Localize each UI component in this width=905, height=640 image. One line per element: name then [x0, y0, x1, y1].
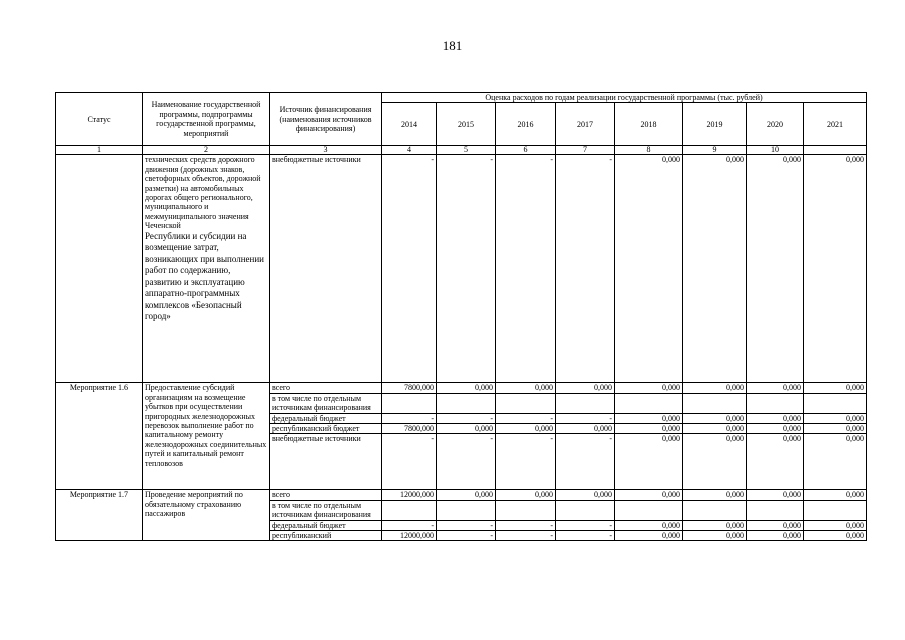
value-cell: 0,000: [556, 383, 615, 393]
column-number-row: [56, 146, 867, 155]
column-number: 1: [56, 146, 143, 155]
value-cell: [556, 500, 615, 520]
value-cell: -: [556, 520, 615, 530]
event-name-cell: Предоставление субсидий организациям на возмещение убытков при осуществлении пригородных железнодорожных перевозок выполнение работ по капитальному ремонту железнодорожных соединительных путей и капитальный ремонт тепловозов: [143, 383, 270, 490]
year-header: 2014: [382, 103, 437, 146]
source-cell: внебюджетные источники: [270, 434, 382, 490]
source-cell: в том числе по отдельным источникам финансирования: [270, 500, 382, 520]
value-cell: [683, 500, 747, 520]
value-cell: 0,000: [615, 155, 683, 383]
value-cell: -: [437, 434, 496, 490]
value-cell: 0,000: [747, 383, 804, 393]
value-cell: 0,000: [683, 155, 747, 383]
value-cell: 0,000: [683, 424, 747, 434]
year-header: 2020: [747, 103, 804, 146]
year-header: 2015: [437, 103, 496, 146]
budget-table: [55, 92, 867, 541]
value-cell: [804, 393, 867, 413]
source-cell: федеральный бюджет: [270, 413, 382, 423]
table-row: [56, 155, 867, 383]
value-cell: 0,000: [804, 383, 867, 393]
value-cell: 0,000: [683, 434, 747, 490]
value-cell: [437, 500, 496, 520]
year-header: 2017: [556, 103, 615, 146]
header-status: Статус: [56, 93, 143, 146]
value-cell: 0,000: [615, 413, 683, 423]
value-cell: 0,000: [496, 424, 556, 434]
value-cell: -: [437, 520, 496, 530]
table-row: [56, 383, 867, 393]
header-name: Наименование государственной программы, подпрограммы государственной программы, мероприятий: [143, 93, 270, 146]
column-number: 7: [556, 146, 615, 155]
value-cell: -: [437, 155, 496, 383]
source-cell: в том числе по отдельным источникам финансирования: [270, 393, 382, 413]
header-estimate: Оценка расходов по годам реализации государственной программы (тыс. рублей): [382, 93, 867, 103]
value-cell: [382, 393, 437, 413]
source-cell: федеральный бюджет: [270, 520, 382, 530]
header-source: Источник финансирования (наименования источников финансирования): [270, 93, 382, 146]
value-cell: 0,000: [615, 531, 683, 541]
value-cell: 0,000: [437, 490, 496, 500]
status-cell: [56, 155, 143, 383]
value-cell: [615, 500, 683, 520]
value-cell: [804, 500, 867, 520]
value-cell: 0,000: [747, 155, 804, 383]
value-cell: 0,000: [683, 490, 747, 500]
value-cell: [556, 393, 615, 413]
value-cell: 0,000: [556, 424, 615, 434]
value-cell: [496, 393, 556, 413]
value-cell: 0,000: [804, 434, 867, 490]
value-cell: 0,000: [683, 413, 747, 423]
page-number: 181: [442, 38, 463, 53]
value-cell: -: [496, 155, 556, 383]
value-cell: 0,000: [615, 383, 683, 393]
value-cell: 0,000: [683, 531, 747, 541]
value-cell: -: [496, 413, 556, 423]
event-name-part: технических средств дорожного движения (дорожных знаков, светофорных объектов, дорожной разметки) на автомобильных дорогах общего регионального, муниципального и межмуниципального значения Чеченской: [145, 155, 261, 231]
value-cell: 0,000: [804, 531, 867, 541]
value-cell: -: [556, 531, 615, 541]
value-cell: 0,000: [615, 520, 683, 530]
value-cell: 0,000: [615, 434, 683, 490]
column-number: 10: [747, 146, 804, 155]
value-cell: -: [556, 155, 615, 383]
column-number: 6: [496, 146, 556, 155]
value-cell: 0,000: [615, 490, 683, 500]
event-name-part: Республики и субсидии на возмещение затрат, возникающих при выполнении работ по содержанию, развитию и эксплуатацию аппаратно-программных комплексов «Безопасный город»: [145, 230, 264, 322]
value-cell: 7800,000: [382, 424, 437, 434]
value-cell: 0,000: [437, 383, 496, 393]
value-cell: [683, 393, 747, 413]
year-header: 2021: [804, 103, 867, 146]
value-cell: 0,000: [747, 531, 804, 541]
year-header: 2019: [683, 103, 747, 146]
event-name-cell: [143, 155, 270, 383]
value-cell: -: [496, 434, 556, 490]
value-cell: 0,000: [747, 490, 804, 500]
column-number: [804, 146, 867, 155]
source-cell: республиканский: [270, 531, 382, 541]
value-cell: 0,000: [747, 413, 804, 423]
year-header: 2016: [496, 103, 556, 146]
value-cell: -: [382, 520, 437, 530]
value-cell: -: [382, 434, 437, 490]
value-cell: [615, 393, 683, 413]
value-cell: 0,000: [556, 490, 615, 500]
value-cell: -: [382, 155, 437, 383]
value-cell: 0,000: [683, 520, 747, 530]
column-number: 8: [615, 146, 683, 155]
value-cell: -: [496, 520, 556, 530]
value-cell: 12000,000: [382, 531, 437, 541]
value-cell: 0,000: [747, 520, 804, 530]
value-cell: 0,000: [496, 490, 556, 500]
column-number: 4: [382, 146, 437, 155]
value-cell: 12000,000: [382, 490, 437, 500]
value-cell: 0,000: [615, 424, 683, 434]
value-cell: 0,000: [437, 424, 496, 434]
value-cell: 0,000: [747, 424, 804, 434]
status-cell: Мероприятие 1.7: [56, 490, 143, 541]
value-cell: -: [437, 531, 496, 541]
column-number: 3: [270, 146, 382, 155]
value-cell: [747, 393, 804, 413]
source-cell: республиканский бюджет: [270, 424, 382, 434]
value-cell: -: [437, 413, 496, 423]
value-cell: 7800,000: [382, 383, 437, 393]
value-cell: 0,000: [804, 520, 867, 530]
value-cell: [382, 500, 437, 520]
value-cell: 0,000: [804, 413, 867, 423]
source-cell: внебюджетные источники: [270, 155, 382, 383]
value-cell: [747, 500, 804, 520]
source-cell: всего: [270, 490, 382, 500]
value-cell: [437, 393, 496, 413]
source-cell: всего: [270, 383, 382, 393]
value-cell: 0,000: [683, 383, 747, 393]
event-name-cell: Проведение мероприятий по обязательному страхованию пассажиров: [143, 490, 270, 541]
value-cell: -: [556, 413, 615, 423]
value-cell: 0,000: [747, 434, 804, 490]
value-cell: -: [496, 531, 556, 541]
value-cell: 0,000: [804, 490, 867, 500]
value-cell: 0,000: [804, 155, 867, 383]
status-cell: Мероприятие 1.6: [56, 383, 143, 490]
column-number: 2: [143, 146, 270, 155]
year-header: 2018: [615, 103, 683, 146]
value-cell: 0,000: [804, 424, 867, 434]
column-number: 9: [683, 146, 747, 155]
value-cell: -: [382, 413, 437, 423]
value-cell: -: [556, 434, 615, 490]
value-cell: [496, 500, 556, 520]
column-number: 5: [437, 146, 496, 155]
table-row: [56, 490, 867, 500]
value-cell: 0,000: [496, 383, 556, 393]
